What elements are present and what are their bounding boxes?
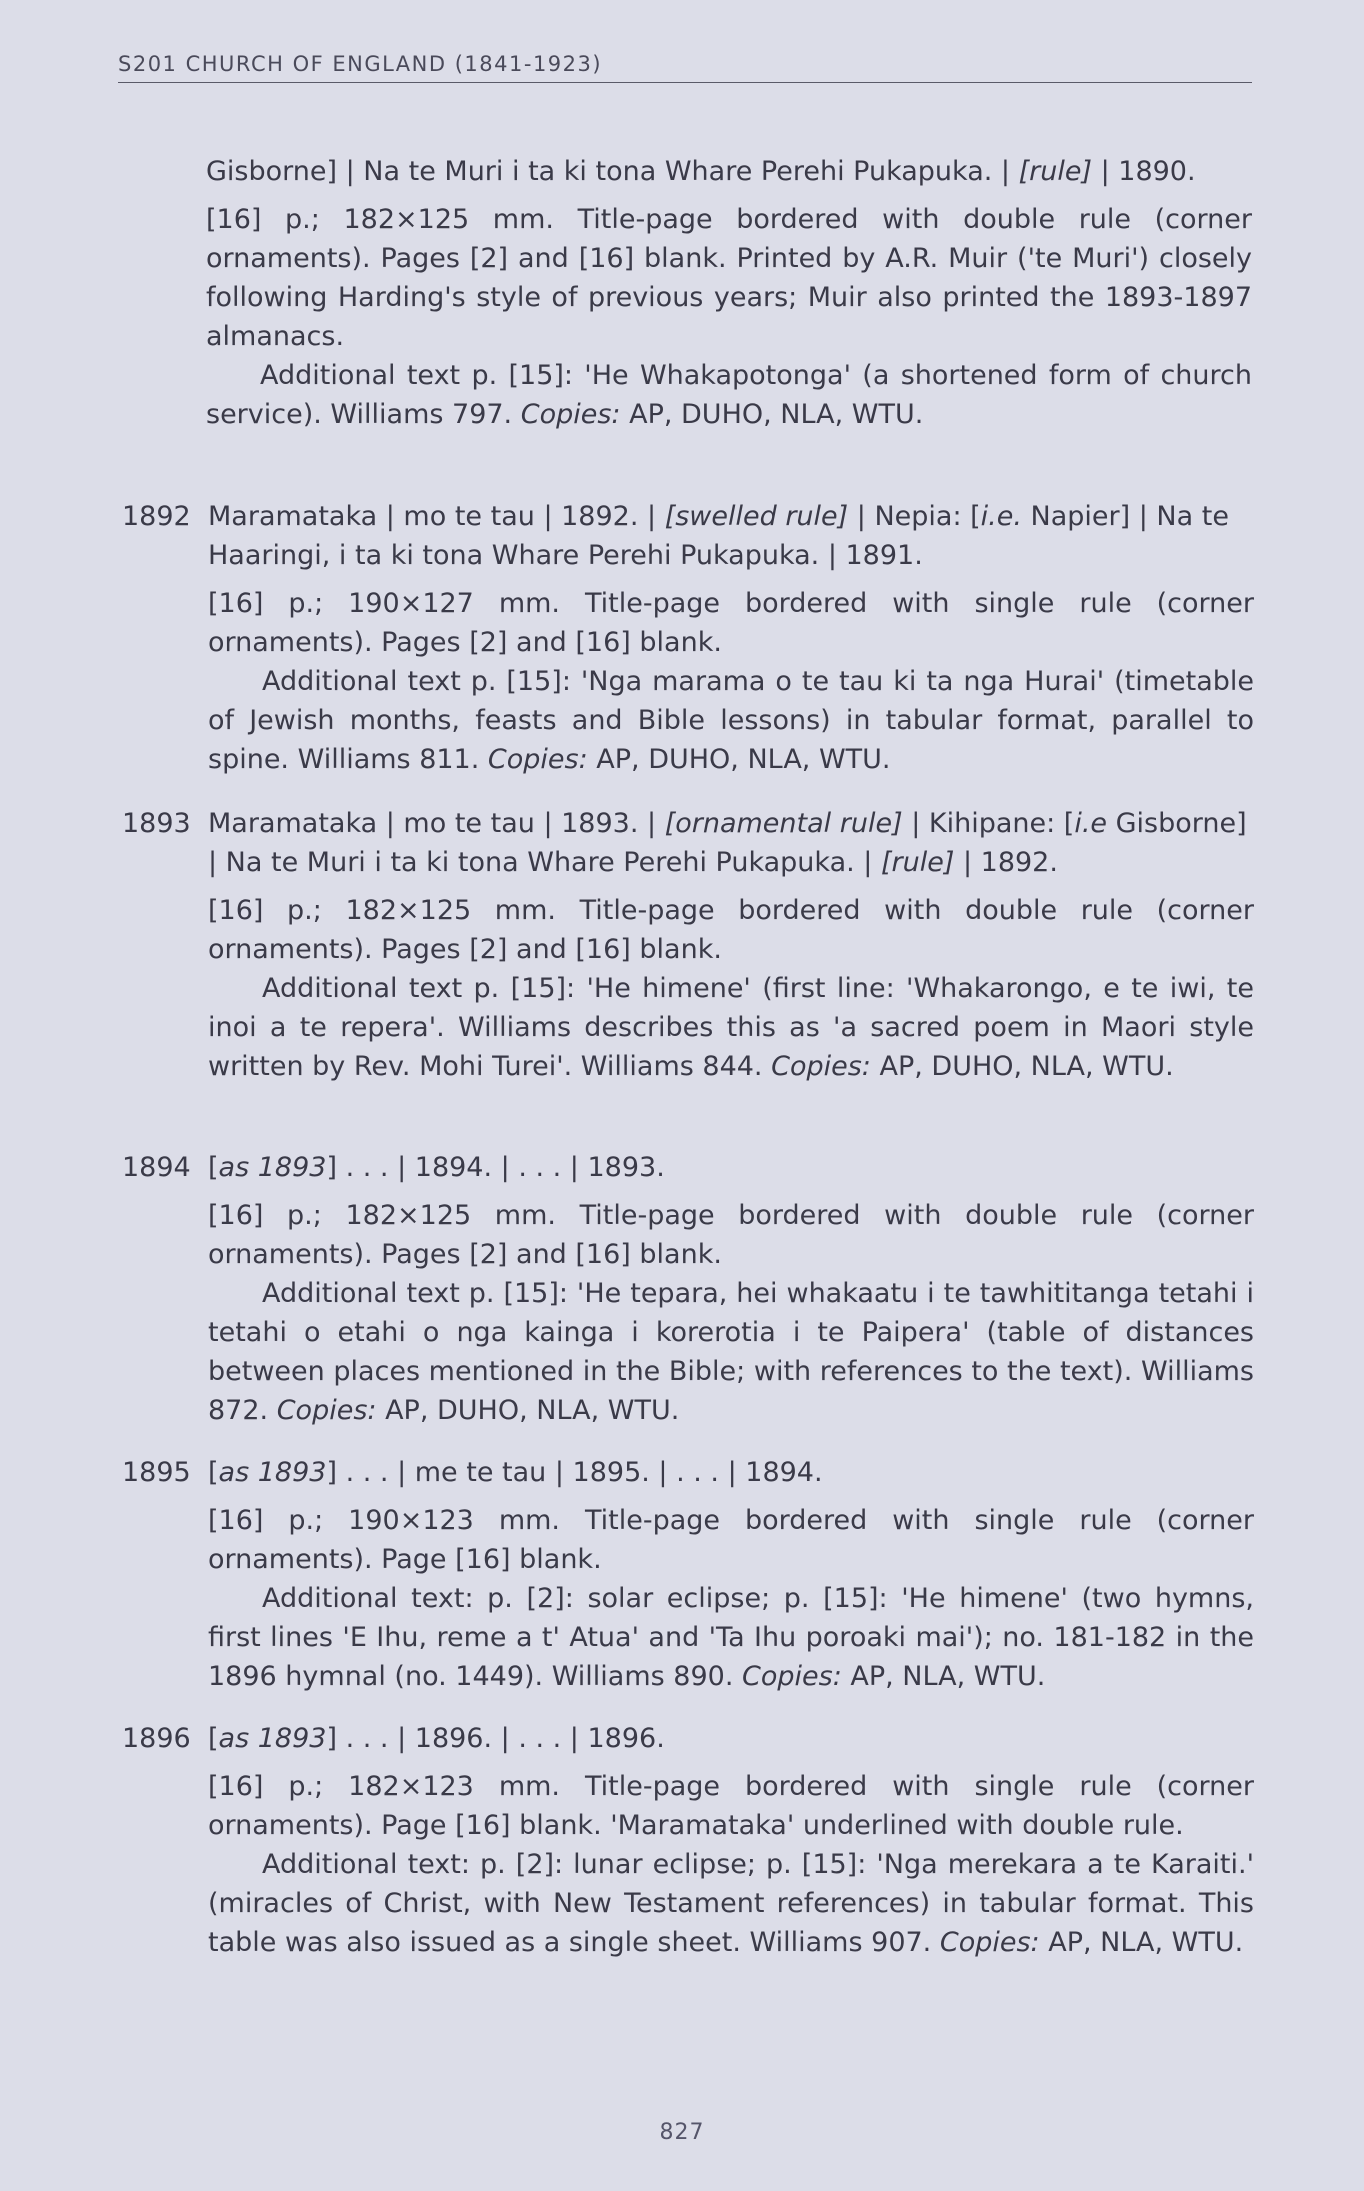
entry-1892 — [122, 497, 1254, 779]
entry-year: 1892 — [122, 501, 191, 532]
entry-1895 — [122, 1453, 1254, 1696]
entry-1893 — [122, 804, 1254, 1086]
entry-additional-text: Additional text p. [15]: 'He Whakapotonga' (a shortened form of church service). Williams 797. Copies: AP, DUHO, NLA, WTU. — [206, 360, 1252, 430]
entry-title: Maramataka | mo te tau | 1892. | [swelled rule] | Nepia: [i.e. Napier] | Na te Haaringi, i ta ki tona Whare Perehi Pukapuka. | 1891. — [208, 501, 1229, 571]
entry-1894 — [122, 1148, 1254, 1430]
entry-year: 1894 — [122, 1152, 191, 1183]
entry-year: 1895 — [122, 1457, 191, 1488]
entry-title: [as 1893] . . . | me te tau | 1895. | . . . | 1894. — [208, 1457, 823, 1488]
entry-title: Gisborne] | Na te Muri i ta ki tona Whare Perehi Pukapuka. | [rule] | 1890. — [206, 156, 1196, 187]
page-number: 827 — [659, 2120, 705, 2145]
entry-additional-text: Additional text p. [15]: 'Nga marama o te tau ki ta nga Hurai' (timetable of Jewish months, feasts and Bible lessons) in tabular format, parallel to spine. Williams 811. Copies: AP, DUHO, NLA, WTU. — [208, 666, 1254, 775]
entry-title: Maramataka | mo te tau | 1893. | [ornamental rule] | Kihipane: [i.e Gisborne] | Na te Muri i ta ki tona Whare Perehi Pukapuka. | [rule] | 1892. — [208, 808, 1247, 878]
entry-description: [16] p.; 182×123 mm. Title-page bordered with single rule (corner ornaments). Page [16] blank. 'Maramataka' underlined with double rule. — [208, 1771, 1254, 1841]
entry-additional-text: Additional text: p. [2]: lunar eclipse; p. [15]: 'Nga merekara a te Karaiti.' (miracles of Christ, with New Testament references) in tabular format. This table was also issued as a single sheet. Williams 907. Copies: AP, NLA, WTU. — [208, 1849, 1254, 1958]
entry-description: [16] p.; 182×125 mm. Title-page bordered with double rule (corner ornaments). Pages [2] and [16] blank. — [208, 895, 1254, 965]
entry-description: [16] p.; 190×123 mm. Title-page bordered with single rule (corner ornaments). Page [16] blank. — [208, 1505, 1254, 1575]
running-head: S201 CHURCH OF ENGLAND (1841-1923) — [118, 52, 1252, 83]
entry-additional-text: Additional text p. [15]: 'He himene' (first line: 'Whakarongo, e te iwi, te inoi a te repera'. Williams describes this as 'a sacred poem in Maori style written by Rev. Mohi Turei'. Williams 844. Copies: AP, DUHO, NLA, WTU. — [208, 973, 1254, 1082]
entry-additional-text: Additional text: p. [2]: solar eclipse; p. [15]: 'He himene' (two hymns, first lines 'E Ihu, reme a t' Atua' and 'Ta Ihu poroaki mai'); no. 181-182 in the 1896 hymnal (no. 1449). Williams 890. Copies: AP, NLA, WTU. — [208, 1583, 1254, 1692]
entry-year: 1893 — [122, 808, 191, 839]
entry-title: [as 1893] . . . | 1894. | . . . | 1893. — [208, 1152, 665, 1183]
entry-title: [as 1893] . . . | 1896. | . . . | 1896. — [208, 1723, 665, 1754]
entry-1896 — [122, 1719, 1254, 1962]
entry-additional-text: Additional text p. [15]: 'He tepara, hei whakaatu i te tawhititanga tetahi i tetahi o etahi o nga kainga i korerotia i te Paipera' (table of distances between places mentioned in the Bible; with references to the text). Williams 872. Copies: AP, DUHO, NLA, WTU. — [208, 1278, 1254, 1426]
entry-continuation — [206, 152, 1252, 434]
entry-description: [16] p.; 182×125 mm. Title-page bordered with double rule (corner ornaments). Pages [2] and [16] blank. Printed by A.R. Muir ('te Muri') closely following Harding's style of previous years; Muir also printed the 1893-1897 almanacs. — [206, 204, 1252, 352]
entry-description: [16] p.; 182×125 mm. Title-page bordered with double rule (corner ornaments). Pages [2] and [16] blank. — [208, 1200, 1254, 1270]
entry-year: 1896 — [122, 1723, 191, 1754]
entry-description: [16] p.; 190×127 mm. Title-page bordered with single rule (corner ornaments). Pages [2] and [16] blank. — [208, 588, 1254, 658]
